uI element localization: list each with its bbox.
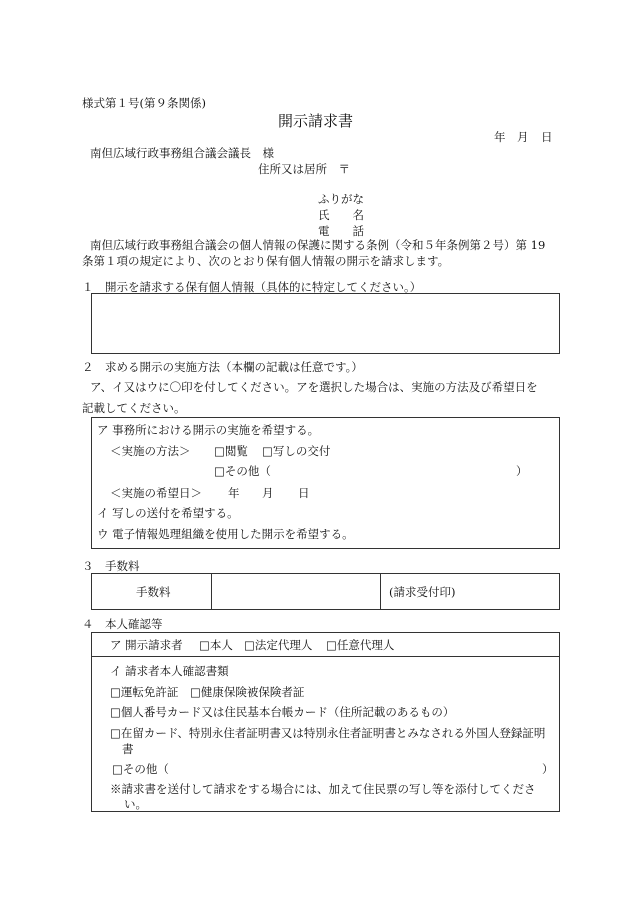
identity-box-divider — [91, 656, 560, 657]
method-other-checkbox[interactable]: □その他（ — [214, 464, 271, 478]
fee-table-divider-1 — [211, 573, 212, 610]
intro-line-1: 南但広域行政事務組合議会の個人情報の保護に関する条例（令和５年条例第２号）第 19 — [90, 238, 546, 252]
option-a[interactable]: ア 事務所における開示の実施を希望する。 — [97, 423, 320, 437]
intro-line-2: 条第１項の規定により、次のとおり保有個人情報の開示を請求します。 — [82, 254, 450, 268]
section4-heading: ４ 本人確認等 — [82, 617, 163, 631]
reception-stamp-label: (請求受付印) — [389, 585, 456, 599]
addressee: 南但広域行政事務組合議会議長 様 — [90, 146, 274, 160]
form-number: 様式第１号(第９条関係) — [82, 96, 206, 110]
section2-note-line-2: 記載してください。 — [82, 401, 186, 415]
mail-note-line-1: ※請求書を送付して請求をする場合には、加えて住民票の写し等を添付してくださ — [110, 782, 536, 796]
fee-table-divider-2 — [380, 573, 381, 610]
doc-other-close: ） — [542, 762, 554, 776]
section2-heading: ２ 求める開示の実施方法（本欄の記載は任意です。） — [82, 360, 363, 374]
id-docs-label: イ 請求者本人確認書類 — [110, 664, 229, 678]
method-label: ＜実施の方法＞ — [110, 444, 191, 458]
preferred-date-label: ＜実施の希望日＞ — [110, 486, 202, 500]
date-year-label: 年 — [494, 130, 506, 144]
section1-heading: １ 開示を請求する保有個人情報（具体的に特定してください。） — [82, 280, 422, 294]
method-view-checkbox[interactable]: □閲覧 — [214, 444, 248, 458]
requester-legal-checkbox[interactable]: □法定代理人 — [244, 638, 313, 652]
requested-info-box[interactable] — [91, 293, 560, 354]
requester-voluntary-checkbox[interactable]: □任意代理人 — [326, 638, 395, 652]
preferred-date-day: 日 — [298, 486, 310, 500]
doc-license-checkbox[interactable]: □運転免許証 — [110, 685, 179, 699]
name-label: 氏 名 — [318, 208, 364, 222]
fee-label: 手数料 — [136, 585, 171, 599]
preferred-date-year: 年 — [228, 486, 240, 500]
fee-amount-cell[interactable] — [214, 575, 378, 608]
mail-note-line-2: い。 — [124, 797, 147, 811]
option-u[interactable]: ウ 電子情報処理組織を使用した開示を希望する。 — [97, 527, 354, 541]
section2-note-line-1: ア、イ又はウに〇印を付してください。アを選択した場合は、実施の方法及び希望日を — [90, 380, 538, 394]
date-day-label: 日 — [541, 130, 553, 144]
method-copy-checkbox[interactable]: □写しの交付 — [262, 444, 331, 458]
method-other-close: ） — [516, 464, 528, 478]
option-i[interactable]: イ 写しの送付を希望する。 — [97, 506, 239, 520]
doc-residence-checkbox[interactable]: □在留カード、特別永住者証明書又は特別永住者証明書とみなされる外国人登録証明 — [110, 726, 546, 740]
furigana-label: ふりがな — [318, 192, 364, 206]
doc-other-checkbox[interactable]: □その他（ — [112, 762, 169, 776]
date-month-label: 月 — [517, 130, 529, 144]
requester-label: ア 開示請求者 — [110, 638, 183, 652]
page-title: 開示請求書 — [278, 112, 354, 130]
section3-heading: ３ 手数料 — [82, 559, 140, 573]
requester-self-checkbox[interactable]: □本人 — [199, 638, 233, 652]
doc-insurance-checkbox[interactable]: □健康保険被保険者証 — [190, 685, 305, 699]
preferred-date-month: 月 — [262, 486, 274, 500]
doc-residence-line-2: 書 — [122, 742, 134, 756]
address-label: 住所又は居所 〒 — [258, 162, 350, 176]
doc-mynumber-checkbox[interactable]: □個人番号カード又は住民基本台帳カード（住所記載のあるもの） — [110, 705, 455, 719]
phone-label: 電 話 — [318, 224, 364, 238]
